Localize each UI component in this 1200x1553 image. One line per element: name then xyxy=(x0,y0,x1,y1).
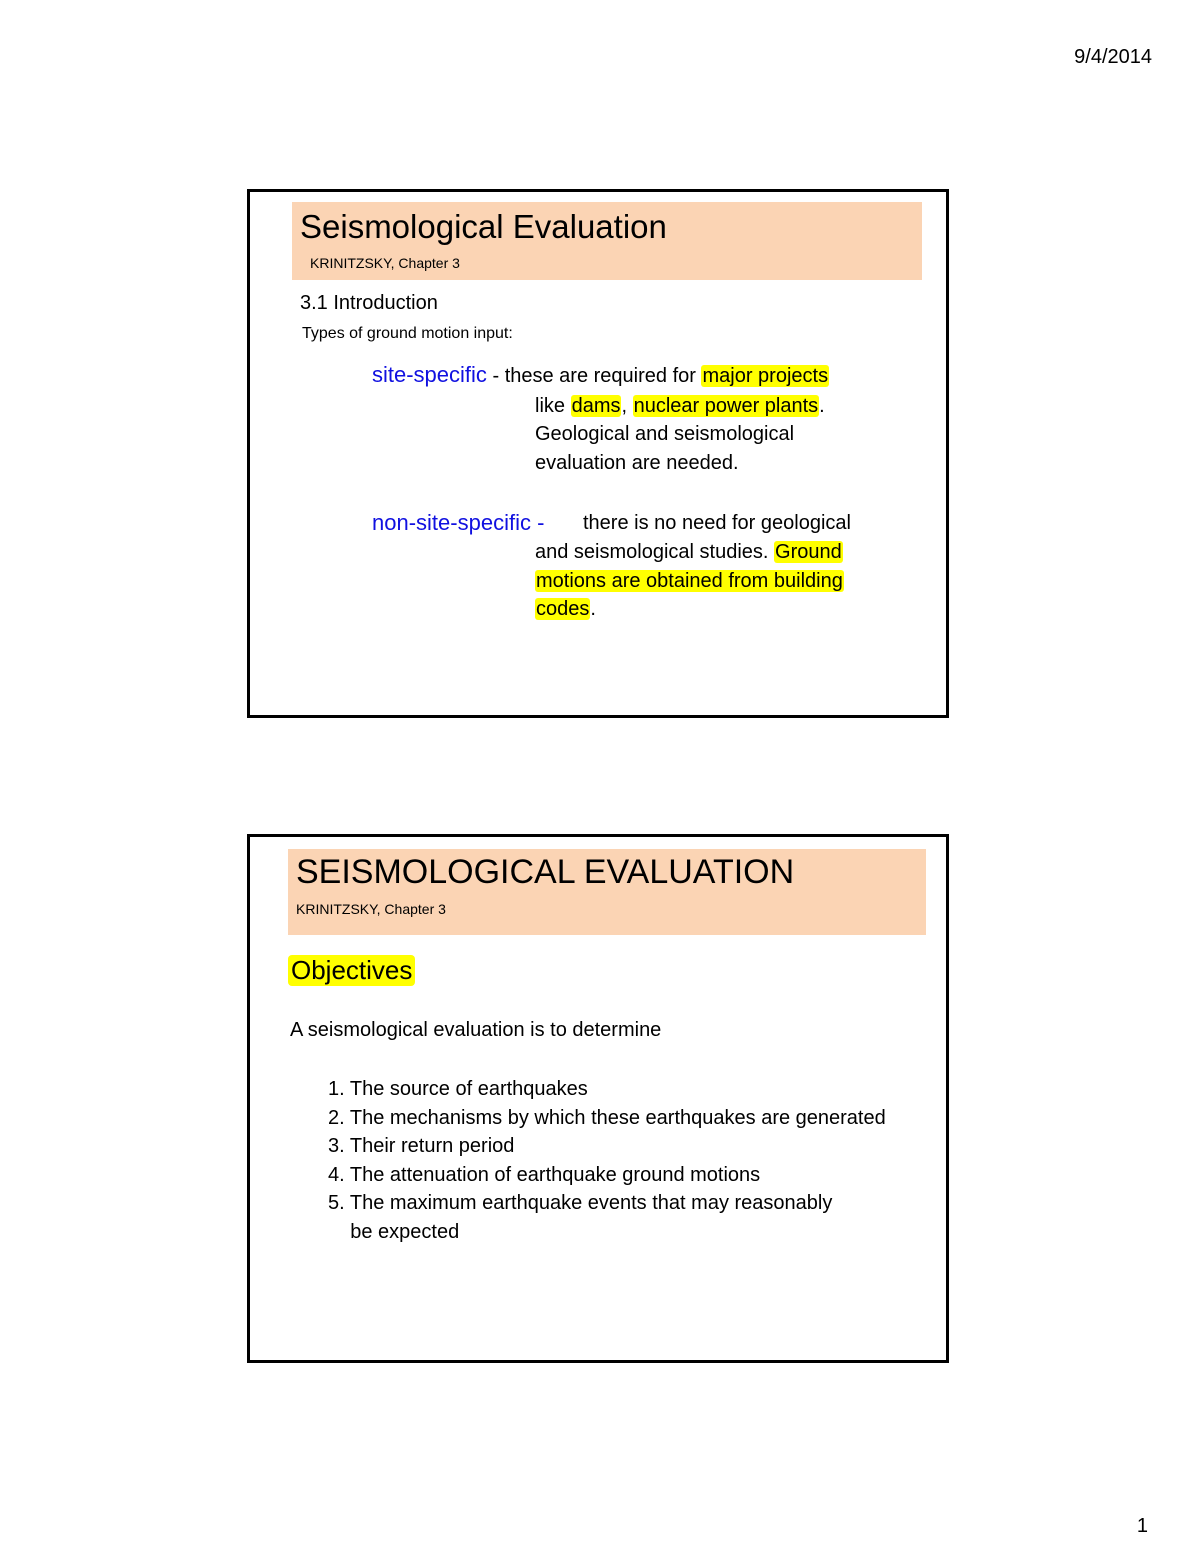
list-item-continuation: be expected xyxy=(328,1220,460,1243)
site-specific-term: site-specific xyxy=(372,362,487,387)
highlight-ground: Ground xyxy=(775,541,842,563)
list-item: 2. The mechanisms by which these earthquakes are generated xyxy=(328,1106,886,1129)
site-specific-line-3: Geological and seismological xyxy=(535,423,795,445)
non-site-specific-line-1 xyxy=(372,510,544,536)
site-specific-line-1 xyxy=(372,362,829,388)
non-site-specific-term: non-site-specific - xyxy=(372,510,545,535)
slide-1 xyxy=(247,189,949,718)
non-site-specific-text-1: there is no need for geological xyxy=(583,512,851,534)
highlight-motions: motions are obtained from building xyxy=(536,570,843,592)
non-site-specific-line-3 xyxy=(535,570,844,593)
comma-text: , xyxy=(621,395,633,417)
seismological-studies-text: and seismological studies. xyxy=(535,541,775,563)
highlight-codes: codes xyxy=(536,598,590,620)
site-specific-dash: - xyxy=(486,365,505,387)
slide-2-title: SEISMOLOGICAL EVALUATION xyxy=(296,853,795,891)
objectives-list xyxy=(328,1075,886,1246)
site-specific-text: these are required for xyxy=(504,365,702,387)
slide-2-title-box xyxy=(288,849,926,935)
highlight-dams: dams xyxy=(571,395,621,417)
highlight-nuclear-power-plants: nuclear power plants xyxy=(633,395,819,417)
slide-1-title: Seismological Evaluation xyxy=(300,208,667,245)
slide-2 xyxy=(247,834,949,1363)
like-text: like xyxy=(535,395,571,417)
objectives-intro: A seismological evaluation is to determine xyxy=(290,1019,662,1041)
page-number: 1 xyxy=(1136,1515,1148,1537)
highlight-major-projects: major projects xyxy=(702,365,829,387)
page-date: 9/4/2014 xyxy=(1074,46,1152,68)
section-heading: 3.1 Introduction xyxy=(300,292,438,314)
non-site-specific-line-4 xyxy=(535,598,596,621)
codes-period: . xyxy=(590,598,596,620)
non-site-specific-line-2 xyxy=(535,541,843,564)
period-text: . xyxy=(819,395,825,417)
slide-1-title-box xyxy=(292,202,922,280)
slide-1-subtitle: KRINITZSKY, Chapter 3 xyxy=(310,255,460,271)
types-label: Types of ground motion input: xyxy=(302,325,513,342)
list-item: 1. The source of earthquakes xyxy=(328,1078,588,1100)
list-item: 4. The attenuation of earthquake ground motions xyxy=(328,1163,761,1186)
list-item: 3. Their return period xyxy=(328,1135,515,1157)
slide-2-subtitle: KRINITZSKY, Chapter 3 xyxy=(296,901,446,917)
objectives-heading: Objectives xyxy=(288,955,415,986)
list-item: 5. The maximum earthquake events that may reasonably xyxy=(328,1192,833,1214)
site-specific-line-4: evaluation are needed. xyxy=(535,452,739,474)
site-specific-line-2 xyxy=(535,395,825,418)
